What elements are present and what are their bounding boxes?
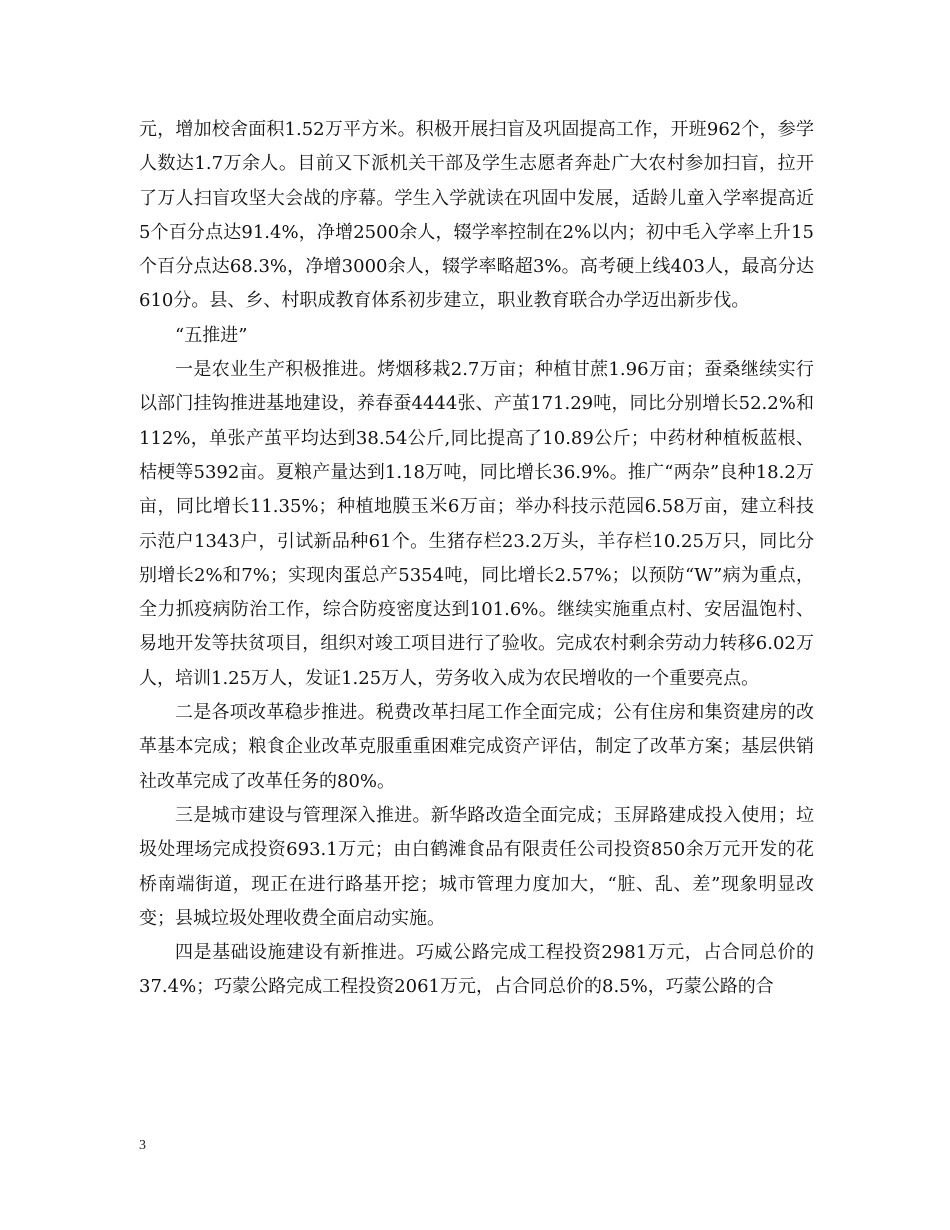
page-number: 3 <box>139 1138 146 1153</box>
paragraph-agriculture: 一是农业生产积极推进。烤烟移栽2.7万亩；种植甘蔗1.96万亩；蚕桑继续实行以部门挂钩推进基地建设，养春蚕4444张、产茧171.29吨，同比分别增长52.2%和112%，单张产茧平均达到38.54公斤,同比提高了10.89公斤；中药材种植板蓝根、桔梗等5392亩。夏粮产量达到1.18万吨，同比增长36.9%。推广“两杂”良种18.2万亩，同比增长11.35%；种植地膜玉米6万亩；举办科技示范园6.58万亩，建立科技示范户1343户，引试新品种61个。生猪存栏23.2万头，羊存栏10.25万只，同比分别增长2%和7%；实现肉蛋总产5354吨，同比增长2.57%；以预防“W”病为重点，全力抓疫病防治工作，综合防疫密度达到101.6%。继续实施重点村、安居温饱村、易地开发等扶贫项目，组织对竣工项目进行了验收。完成农村剩余劳动力转移6.02万人，培训1.25万人，发证1.25万人，劳务收入成为农民增收的一个重要亮点。 <box>139 359 814 689</box>
document-body <box>139 113 814 1005</box>
section-heading-five-advances: “五推进” <box>175 324 248 346</box>
paragraph-infrastructure: 四是基础设施建设有新推进。巧威公路完成工程投资2981万元，占合同总价的37.4%；巧蒙公路完成工程投资2061万元，占合同总价的8.5%，巧蒙公路的合 <box>139 942 814 998</box>
paragraph-reforms: 二是各项改革稳步推进。税费改革扫尾工作全面完成；公有住房和集资建房的改革基本完成；粮食企业改革克服重重困难完成资产评估，制定了改革方案；基层供销社改革完成了改革任务的80%。 <box>139 702 814 792</box>
paragraph-education: 元，增加校舍面积1.52万平方米。积极开展扫盲及巩固提高工作，开班962个，参学人数达1.7万余人。目前又下派机关干部及学生志愿者奔赴广大农村参加扫盲，拉开了万人扫盲攻坚大会战的序幕。学生入学就读在巩固中发展，适龄儿童入学率提高近5个百分点达91.4%，净增2500余人，辍学率控制在2%以内；初中毛入学率上升15个百分点达68.3%，净增3000余人，辍学率略超3%。高考硬上线403人，最高分达610分。县、乡、村职成教育体系初步建立，职业教育联合办学迈出新步伐。 <box>139 119 814 312</box>
paragraph-urban-construction: 三是城市建设与管理深入推进。新华路改造全面完成；玉屏路建成投入使用；垃圾处理场完成投资693.1万元；由白鹤滩食品有限责任公司投资850余万元开发的花桥南端街道，现正在进行路基开挖；城市管理力度加大，“脏、乱、差”现象明显改变；县城垃圾处理收费全面启动实施。 <box>139 804 814 929</box>
